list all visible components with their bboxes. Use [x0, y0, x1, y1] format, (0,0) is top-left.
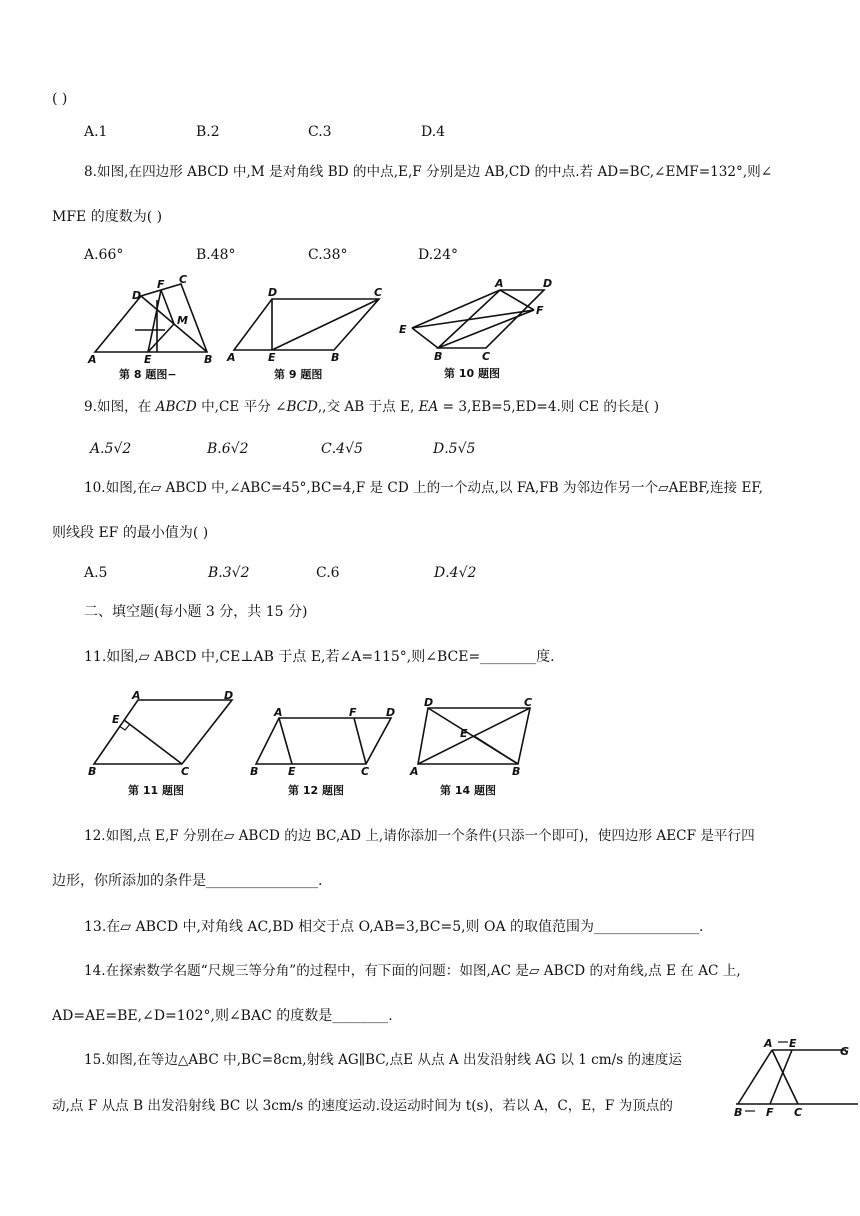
- fig15-label-e: E: [789, 1037, 797, 1050]
- fig9-label-a: A: [227, 351, 236, 364]
- fig12-label-b: B: [250, 765, 259, 778]
- fig8-label-f: F: [157, 278, 165, 291]
- fig11-parallelogram: [94, 700, 232, 764]
- fig10-caption: 第 10 题图: [444, 367, 500, 380]
- fig8-label-c: C: [179, 274, 188, 286]
- fig10-segment-bf: [438, 310, 534, 348]
- fig8-label-e: E: [144, 353, 152, 366]
- fig10-label-f: F: [536, 304, 544, 317]
- fig8-label-m: M: [177, 314, 188, 327]
- fig8-label-a: A: [88, 353, 97, 366]
- fig14-label-d: D: [424, 696, 434, 709]
- q9-option-b: 𝐵.6√2: [207, 441, 249, 457]
- q13-stem: 13.在▱ ABCD 中,对角线 AC,BD 相交于点 O,AB=3,BC=5,则 OA 的取值范围为_______________.: [84, 919, 704, 935]
- fig12-label-e: E: [288, 765, 296, 778]
- fig9-label-e: E: [268, 351, 276, 364]
- fig9-caption: 第 9 题图: [274, 368, 323, 381]
- fig12-parallelogram: [256, 718, 391, 764]
- q10-stem-line2: 则线段 EF 的最小值为( ): [52, 525, 209, 541]
- figure-15: [732, 1036, 860, 1120]
- fig9-label-c: C: [374, 286, 383, 299]
- q9-option-c: 𝐶.4√5: [321, 441, 363, 457]
- fig14-label-b: B: [512, 765, 521, 778]
- q9-option-a: 𝐴.5√2: [90, 441, 132, 457]
- fig15-segment-ef: [770, 1050, 792, 1104]
- q12-stem-line1: 12.如图,点 E,F 分别在▱ ABCD 的边 BC,AD 上,请你添加一个条件(只添一个即可)，使四边形 AECF 是平行四: [84, 828, 755, 844]
- q7-bracket: ( ): [52, 91, 68, 107]
- q8-option-b: B.48°: [196, 247, 236, 263]
- q8-stem-line1: 8.如图,在四边形 ABCD 中,M 是对角线 BD 的中点,E,F 分别是边 AB,CD 的中点.若 AD=BC,∠EMF=132°,则∠: [84, 164, 773, 180]
- fig15-side-ac: [772, 1050, 798, 1104]
- q10-option-c: C.6: [316, 565, 340, 581]
- q14-stem-line1: 14.在探索数学名题“尺规三等分角”的过程中，有下面的问题：如图,AC 是▱ ABCD 的对角线,点 E 在 AC 上,: [84, 963, 741, 979]
- fig10-segment-af: [500, 290, 534, 310]
- q15-stem-line2: 动,点 F 从点 B 出发沿射线 BC 以 3cm/s 的速度运动.设运动时间为 t(s)，若以 A，C，E，F 为顶点的: [52, 1098, 673, 1114]
- figure-10: [394, 276, 564, 384]
- fig15-label-g: G: [840, 1045, 850, 1058]
- fig12-label-f: F: [349, 706, 357, 719]
- fig14-label-e: E: [460, 727, 468, 740]
- fig8-caption: 第 8 题图−: [119, 368, 177, 381]
- fig10-segment-eb: [412, 328, 438, 348]
- fig11-label-d: D: [224, 689, 234, 702]
- fig12-label-d: D: [386, 706, 396, 719]
- fig11-label-a: A: [132, 689, 141, 702]
- fig11-segment-ce: [124, 720, 182, 764]
- fig10-label-a: A: [495, 277, 504, 290]
- fig11-label-e: E: [112, 713, 120, 726]
- fig9-label-d: D: [268, 286, 278, 299]
- q7-option-c: C.3: [308, 124, 332, 140]
- figure-11: [84, 688, 249, 800]
- fig10-parallelogram: [438, 290, 544, 348]
- fig8-label-b: B: [204, 353, 213, 366]
- fig15-label-b: B: [734, 1106, 743, 1119]
- fig15-label-a: A: [764, 1037, 773, 1050]
- q8-stem-line2: MFE 的度数为( ): [52, 209, 163, 225]
- fig12-label-c: C: [361, 765, 370, 778]
- fig15-label-f: F: [766, 1106, 774, 1119]
- fig10-label-b: B: [434, 350, 443, 363]
- fig10-label-e: E: [399, 323, 407, 336]
- fig9-parallelogram: [234, 299, 379, 350]
- figure-14: [404, 694, 554, 800]
- q10-stem-line1: 10.如图,在▱ ABCD 中,∠ABC=45°,BC=4,F 是 CD 上的一个动点,以 FA,FB 为邻边作另一个▱AEBF,连接 EF,: [84, 480, 764, 496]
- q11-stem: 11.如图,▱ ABCD 中,CE⊥AB 于点 E,若∠A=115°,则∠BCE=________度.: [84, 649, 555, 665]
- fig12-segment-fc: [354, 718, 366, 764]
- q15-stem-line1: 15.如图,在等边△ABC 中,BC=8cm,射线 AG∥BC,点E 从点 A 出发沿射线 AG 以 1 cm/s 的速度运: [84, 1052, 682, 1068]
- q14-stem-line2: AD=AE=BE,∠D=102°,则∠BAC 的度数是________.: [52, 1008, 393, 1024]
- fig8-quadrilateral: [95, 284, 207, 352]
- fig11-label-c: C: [181, 765, 190, 778]
- figure-12: [246, 700, 406, 800]
- q8-option-c: C.38°: [308, 247, 348, 263]
- q10-option-d: 𝐷.4√2: [434, 565, 477, 581]
- q7-option-b: B.2: [196, 124, 220, 140]
- q8-option-a: A.66°: [84, 247, 124, 263]
- fig10-label-c: C: [482, 350, 491, 363]
- fig8-segment-fe: [148, 290, 161, 352]
- fig12-caption: 第 12 题图: [288, 784, 344, 797]
- q9-option-d: 𝐷.5√5: [433, 441, 476, 457]
- fig14-label-c: C: [524, 696, 533, 709]
- fig14-label-a: A: [410, 765, 419, 778]
- q10-option-a: A.5: [84, 565, 108, 581]
- fig11-caption: 第 11 题图: [128, 784, 184, 797]
- fig12-segment-ae: [279, 718, 292, 764]
- section-title-fill-in: 二、填空题(每小题 3 分，共 15 分): [84, 604, 308, 620]
- q8-option-d: D.24°: [418, 247, 458, 263]
- figure-9: [224, 284, 394, 384]
- q7-option-a: A.1: [84, 124, 108, 140]
- fig15-side-ab: [738, 1050, 772, 1104]
- q10-option-b: 𝐵.3√2: [208, 565, 250, 581]
- fig8-label-d: D: [132, 289, 142, 302]
- fig9-label-b: B: [331, 351, 340, 364]
- figure-8: [85, 274, 220, 384]
- fig14-segment-eb: [474, 736, 518, 764]
- fig11-label-b: B: [88, 765, 97, 778]
- fig8-segment-em: [148, 324, 174, 352]
- fig15-label-c: C: [794, 1106, 803, 1119]
- fig9-segment-ec: [272, 299, 379, 350]
- q7-option-d: D.4: [421, 124, 446, 140]
- q9-stem: 9.如图，在 𝐴𝐵𝐶𝐷 中,CE 平分 ∠𝐵𝐶𝐷,,交 AB 于点 E, 𝐸𝐴 = 3,EB=5,ED=4.则 CE 的长是( ): [84, 399, 660, 415]
- fig12-label-a: A: [274, 706, 283, 719]
- fig10-label-d: D: [543, 277, 553, 290]
- fig14-caption: 第 14 题图: [440, 784, 496, 797]
- q12-stem-line2: 边形，你所添加的条件是________________.: [52, 873, 323, 889]
